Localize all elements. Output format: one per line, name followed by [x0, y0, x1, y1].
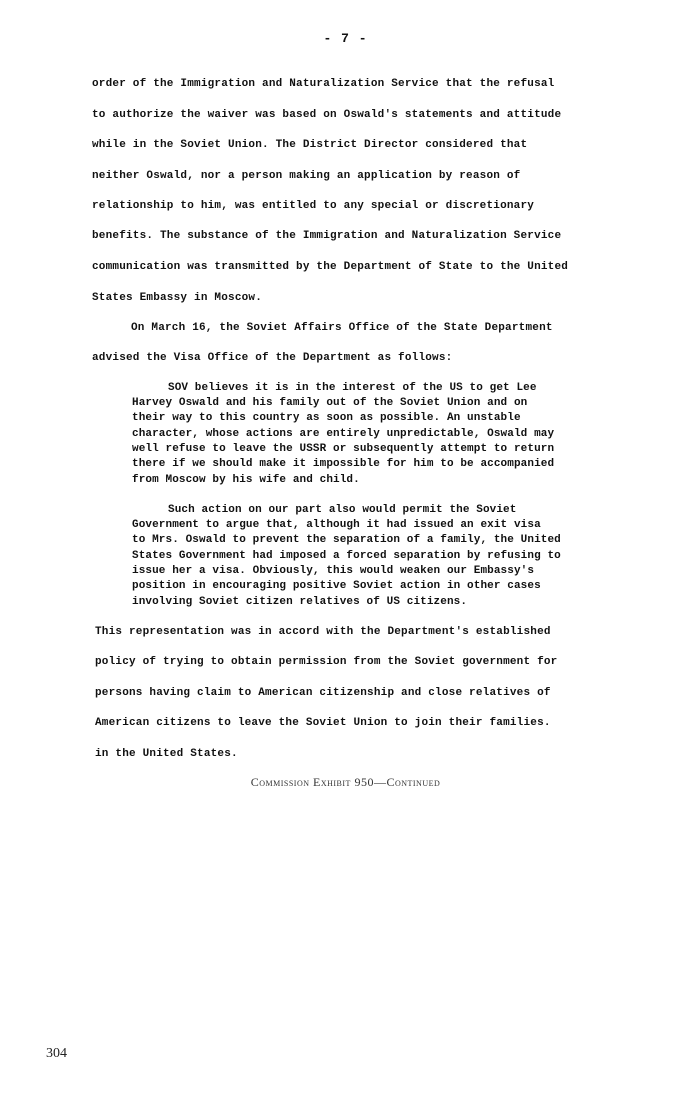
quote-line: SOV believes it is in the interest of the US to get Lee	[168, 382, 537, 394]
body-line: On March 16, the Soviet Affairs Office of the State Department	[131, 322, 553, 334]
body-line: to authorize the waiver was based on Oswald's statements and attitude	[92, 109, 562, 121]
body-line: benefits. The substance of the Immigration and Naturalization Service	[92, 230, 562, 242]
body-line: while in the Soviet Union. The District Director considered that	[92, 139, 528, 151]
quote-line: Government to argue that, although it had issued an exit visa	[132, 519, 541, 531]
quote-line: issue her a visa. Obviously, this would weaken our Embassy's	[132, 565, 535, 577]
body-line: in the United States.	[95, 748, 238, 760]
body-line: American citizens to leave the Soviet Union to join their families.	[95, 717, 551, 729]
quote-line: their way to this country as soon as possible. An unstable	[132, 412, 521, 424]
quote-line: from Moscow by his wife and child.	[132, 474, 360, 486]
body-line: persons having claim to American citizenship and close relatives of	[95, 687, 551, 699]
exhibit-caption: Commission Exhibit 950—Continued	[250, 775, 441, 789]
body-line: communication was transmitted by the Department of State to the United	[92, 261, 569, 273]
quote-line: Harvey Oswald and his family out of the Soviet Union and on	[132, 397, 528, 409]
body-line: policy of trying to obtain permission from the Soviet government for	[95, 656, 558, 668]
quote-line: involving Soviet citizen relatives of US citizens.	[132, 596, 468, 608]
body-line: order of the Immigration and Naturalization Service that the refusal	[92, 78, 555, 90]
quote-line: to Mrs. Oswald to prevent the separation of a family, the United	[132, 534, 561, 546]
body-line: advised the Visa Office of the Department as follows:	[92, 352, 453, 364]
quote-line: Such action on our part also would permit the Soviet	[168, 504, 517, 516]
quote-line: well refuse to leave the USSR or subsequently attempt to return	[132, 443, 555, 455]
quote-line: position in encouraging positive Soviet action in other cases	[132, 580, 541, 592]
quote-line: character, whose actions are entirely unpredictable, Oswald may	[132, 428, 555, 440]
body-line: neither Oswald, nor a person making an application by reason of	[92, 170, 521, 182]
body-line: This representation was in accord with the Department's established	[95, 626, 551, 638]
page-marker: - 7 -	[323, 31, 368, 46]
page-number: 304	[46, 1046, 67, 1061]
quote-line: there if we should make it impossible for him to be accompanied	[132, 458, 555, 470]
body-line: States Embassy in Moscow.	[92, 292, 263, 304]
body-line: relationship to him, was entitled to any special or discretionary	[92, 200, 535, 212]
quote-line: States Government had imposed a forced separation by refusing to	[132, 550, 561, 562]
